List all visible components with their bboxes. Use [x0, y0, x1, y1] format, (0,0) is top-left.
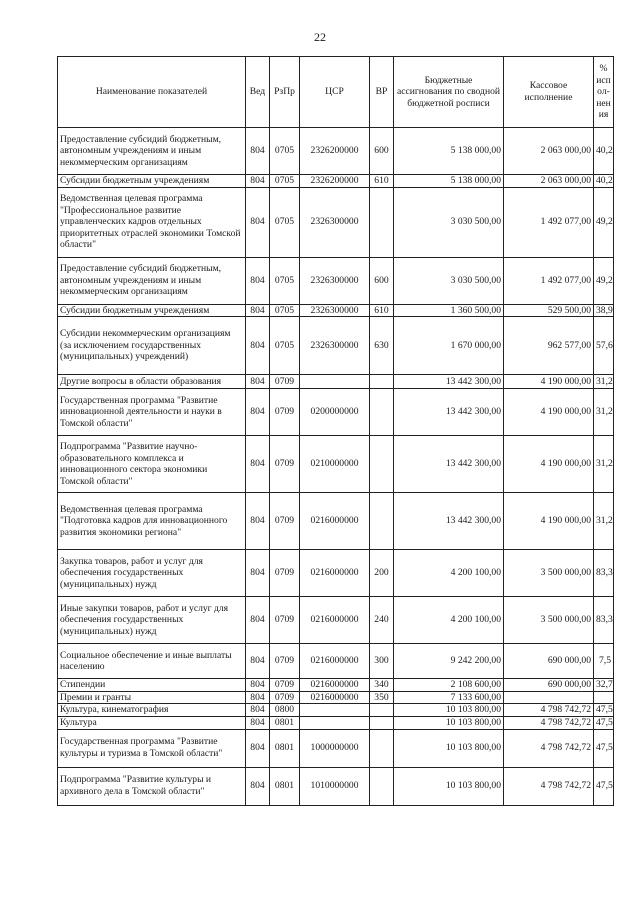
cell-budget: 10 103 800,00 — [394, 729, 504, 767]
table-row — [58, 716, 614, 729]
cell-name: Субсидии бюджетным учреждениям — [58, 175, 246, 188]
table-row — [58, 704, 614, 717]
cell-rzpr: 0709 — [270, 375, 300, 389]
cell-rzpr: 0709 — [270, 436, 300, 493]
cell-budget: 5 138 000,00 — [394, 128, 504, 175]
cell-pct: 31,2 — [594, 389, 614, 436]
cell-budget: 4 200 100,00 — [394, 597, 504, 644]
cell-rzpr: 0705 — [270, 257, 300, 304]
table-row — [58, 375, 614, 389]
cell-vr — [370, 729, 394, 767]
cell-rzpr: 0709 — [270, 493, 300, 550]
cell-ved: 804 — [246, 704, 270, 717]
cell-vr: 600 — [370, 257, 394, 304]
cell-csr: 0216000000 — [300, 550, 370, 597]
cell-rzpr: 0705 — [270, 317, 300, 375]
cell-name: Закупка товаров, работ и услуг для обеспечения государственных (муниципальных) нужд — [58, 550, 246, 597]
cell-ved: 804 — [246, 317, 270, 375]
header-cash: Кассовое исполнение — [504, 57, 594, 128]
cell-pct: 31,2 — [594, 436, 614, 493]
cell-ved: 804 — [246, 679, 270, 692]
cell-name: Предоставление субсидий бюджетным, автономным учреждениям и иным некоммерческим организациям — [58, 257, 246, 304]
cell-ved: 804 — [246, 716, 270, 729]
cell-vr: 610 — [370, 175, 394, 188]
cell-csr: 2326300000 — [300, 257, 370, 304]
cell-vr: 600 — [370, 128, 394, 175]
cell-cash: 1 492 077,00 — [504, 257, 594, 304]
cell-pct: 47,5 — [594, 767, 614, 805]
cell-csr: 2326300000 — [300, 317, 370, 375]
header-name: Наименование показателей — [58, 57, 246, 128]
cell-pct: 38,9 — [594, 304, 614, 317]
cell-vr: 610 — [370, 304, 394, 317]
cell-pct: 83,3 — [594, 550, 614, 597]
table-row — [58, 175, 614, 188]
cell-cash: 2 063 000,00 — [504, 175, 594, 188]
cell-rzpr: 0709 — [270, 389, 300, 436]
cell-ved: 804 — [246, 436, 270, 493]
cell-cash: 4 798 742,72 — [504, 704, 594, 717]
cell-csr: 2326300000 — [300, 304, 370, 317]
cell-budget: 1 360 500,00 — [394, 304, 504, 317]
cell-rzpr: 0705 — [270, 304, 300, 317]
cell-cash: 3 500 000,00 — [504, 550, 594, 597]
cell-csr: 0216000000 — [300, 597, 370, 644]
cell-vr — [370, 389, 394, 436]
cell-csr: 0216000000 — [300, 493, 370, 550]
cell-csr: 2326200000 — [300, 175, 370, 188]
cell-csr: 0216000000 — [300, 644, 370, 679]
header-csr: ЦСР — [300, 57, 370, 128]
cell-budget: 13 442 300,00 — [394, 493, 504, 550]
cell-cash: 4 798 742,72 — [504, 767, 594, 805]
cell-vr: 340 — [370, 679, 394, 692]
cell-csr: 0210000000 — [300, 436, 370, 493]
cell-budget: 3 030 500,00 — [394, 257, 504, 304]
cell-pct: 47,5 — [594, 716, 614, 729]
cell-budget: 1 670 000,00 — [394, 317, 504, 375]
table-row — [58, 729, 614, 767]
cell-name: Субсидии бюджетным учреждениям — [58, 304, 246, 317]
cell-ved: 804 — [246, 767, 270, 805]
cell-vr: 240 — [370, 597, 394, 644]
cell-name: Государственная программа "Развитие инновационной деятельности и науки в Томской области" — [58, 389, 246, 436]
cell-budget: 13 442 300,00 — [394, 389, 504, 436]
cell-pct: 40,2 — [594, 175, 614, 188]
cell-name: Ведомственная целевая программа "Профессиональное развитие управленческих кадров отдельных приоритетных отраслей экономики Томской области" — [58, 187, 246, 257]
cell-name: Другие вопросы в области образования — [58, 375, 246, 389]
cell-vr — [370, 375, 394, 389]
cell-cash: 3 500 000,00 — [504, 597, 594, 644]
cell-rzpr: 0705 — [270, 128, 300, 175]
cell-ved: 804 — [246, 128, 270, 175]
cell-vr: 300 — [370, 644, 394, 679]
table-row — [58, 597, 614, 644]
cell-pct — [594, 691, 614, 704]
cell-vr: 200 — [370, 550, 394, 597]
cell-csr — [300, 716, 370, 729]
table-row — [58, 257, 614, 304]
cell-name: Государственная программа "Развитие культуры и туризма в Томской области" — [58, 729, 246, 767]
cell-name: Подпрограмма "Развитие культуры и архивного дела в Томской области" — [58, 767, 246, 805]
cell-ved: 804 — [246, 304, 270, 317]
cell-cash: 529 500,00 — [504, 304, 594, 317]
cell-cash: 4 190 000,00 — [504, 493, 594, 550]
cell-rzpr: 0801 — [270, 767, 300, 805]
cell-csr: 0216000000 — [300, 679, 370, 692]
cell-budget: 7 133 600,00 — [394, 691, 504, 704]
table-row — [58, 767, 614, 805]
cell-name: Подпрограмма "Развитие научно-образовательного комплекса и инновационного сектора экономики Томской области" — [58, 436, 246, 493]
cell-ved: 804 — [246, 691, 270, 704]
table-row — [58, 304, 614, 317]
cell-cash: 1 492 077,00 — [504, 187, 594, 257]
cell-budget: 10 103 800,00 — [394, 704, 504, 717]
cell-ved: 804 — [246, 729, 270, 767]
cell-ved: 804 — [246, 389, 270, 436]
header-rzpr: РзПр — [270, 57, 300, 128]
header-ved: Вед — [246, 57, 270, 128]
cell-ved: 804 — [246, 375, 270, 389]
cell-cash: 690 000,00 — [504, 644, 594, 679]
cell-csr: 0200000000 — [300, 389, 370, 436]
cell-name: Культура, кинематография — [58, 704, 246, 717]
cell-name: Предоставление субсидий бюджетным, автономным учреждениям и иным некоммерческим организациям — [58, 128, 246, 175]
cell-csr — [300, 375, 370, 389]
cell-cash: 690 000,00 — [504, 679, 594, 692]
cell-budget: 9 242 200,00 — [394, 644, 504, 679]
header-budget: Бюджетные ассигнования по сводной бюджетной росписи — [394, 57, 504, 128]
table-header-row — [58, 57, 614, 128]
table-row — [58, 691, 614, 704]
cell-pct: 47,5 — [594, 704, 614, 717]
cell-csr: 0216000000 — [300, 691, 370, 704]
cell-vr — [370, 767, 394, 805]
header-vr: ВР — [370, 57, 394, 128]
cell-cash: 2 063 000,00 — [504, 128, 594, 175]
cell-csr: 2326300000 — [300, 187, 370, 257]
header-pct: % испол-нения — [594, 57, 614, 128]
cell-cash: 4 190 000,00 — [504, 375, 594, 389]
table-row — [58, 493, 614, 550]
cell-cash: 4 798 742,72 — [504, 729, 594, 767]
cell-budget: 10 103 800,00 — [394, 767, 504, 805]
page-number: 22 — [314, 30, 326, 44]
cell-budget: 5 138 000,00 — [394, 175, 504, 188]
cell-ved: 804 — [246, 597, 270, 644]
cell-rzpr: 0709 — [270, 597, 300, 644]
table-row — [58, 679, 614, 692]
cell-pct: 31,2 — [594, 493, 614, 550]
cell-csr — [300, 704, 370, 717]
cell-pct: 83,3 — [594, 597, 614, 644]
cell-pct: 47,5 — [594, 729, 614, 767]
cell-ved: 804 — [246, 187, 270, 257]
cell-rzpr: 0705 — [270, 175, 300, 188]
cell-name: Культура — [58, 716, 246, 729]
cell-rzpr: 0705 — [270, 187, 300, 257]
table-row — [58, 317, 614, 375]
cell-csr: 1000000000 — [300, 729, 370, 767]
cell-ved: 804 — [246, 175, 270, 188]
cell-cash: 962 577,00 — [504, 317, 594, 375]
budget-execution-table — [57, 56, 614, 806]
cell-pct: 31,2 — [594, 375, 614, 389]
cell-budget: 4 200 100,00 — [394, 550, 504, 597]
cell-vr: 350 — [370, 691, 394, 704]
cell-cash: 4 190 000,00 — [504, 389, 594, 436]
cell-vr — [370, 493, 394, 550]
cell-pct: 40,2 — [594, 128, 614, 175]
cell-ved: 804 — [246, 257, 270, 304]
table-row — [58, 389, 614, 436]
cell-budget: 13 442 300,00 — [394, 436, 504, 493]
cell-rzpr: 0709 — [270, 644, 300, 679]
cell-budget: 13 442 300,00 — [394, 375, 504, 389]
table-row — [58, 550, 614, 597]
cell-ved: 804 — [246, 550, 270, 597]
cell-budget: 2 108 600,00 — [394, 679, 504, 692]
cell-name: Премии и гранты — [58, 691, 246, 704]
cell-pct: 7,5 — [594, 644, 614, 679]
table-row — [58, 644, 614, 679]
cell-ved: 804 — [246, 493, 270, 550]
cell-rzpr: 0709 — [270, 550, 300, 597]
cell-csr: 1010000000 — [300, 767, 370, 805]
cell-vr: 630 — [370, 317, 394, 375]
cell-rzpr: 0801 — [270, 729, 300, 767]
table-row — [58, 187, 614, 257]
cell-cash: 4 190 000,00 — [504, 436, 594, 493]
cell-rzpr: 0801 — [270, 716, 300, 729]
cell-rzpr: 0709 — [270, 691, 300, 704]
cell-name: Иные закупки товаров, работ и услуг для обеспечения государственных (муниципальных) нужд — [58, 597, 246, 644]
cell-name: Субсидии некоммерческим организациям (за исключением государственных (муниципальных) учреждений) — [58, 317, 246, 375]
table-row — [58, 436, 614, 493]
cell-name: Ведомственная целевая программа "Подготовка кадров для инновационного развития экономики региона" — [58, 493, 246, 550]
cell-cash — [504, 691, 594, 704]
cell-vr — [370, 716, 394, 729]
cell-name: Стипендии — [58, 679, 246, 692]
cell-pct: 49,2 — [594, 257, 614, 304]
cell-budget: 10 103 800,00 — [394, 716, 504, 729]
cell-pct: 49,2 — [594, 187, 614, 257]
cell-ved: 804 — [246, 644, 270, 679]
cell-pct: 57,6 — [594, 317, 614, 375]
cell-vr — [370, 704, 394, 717]
cell-pct: 32,7 — [594, 679, 614, 692]
cell-budget: 3 030 500,00 — [394, 187, 504, 257]
cell-rzpr: 0709 — [270, 679, 300, 692]
cell-cash: 4 798 742,72 — [504, 716, 594, 729]
cell-vr — [370, 187, 394, 257]
cell-csr: 2326200000 — [300, 128, 370, 175]
cell-rzpr: 0800 — [270, 704, 300, 717]
cell-name: Социальное обеспечение и иные выплаты населению — [58, 644, 246, 679]
cell-vr — [370, 436, 394, 493]
table-row — [58, 128, 614, 175]
